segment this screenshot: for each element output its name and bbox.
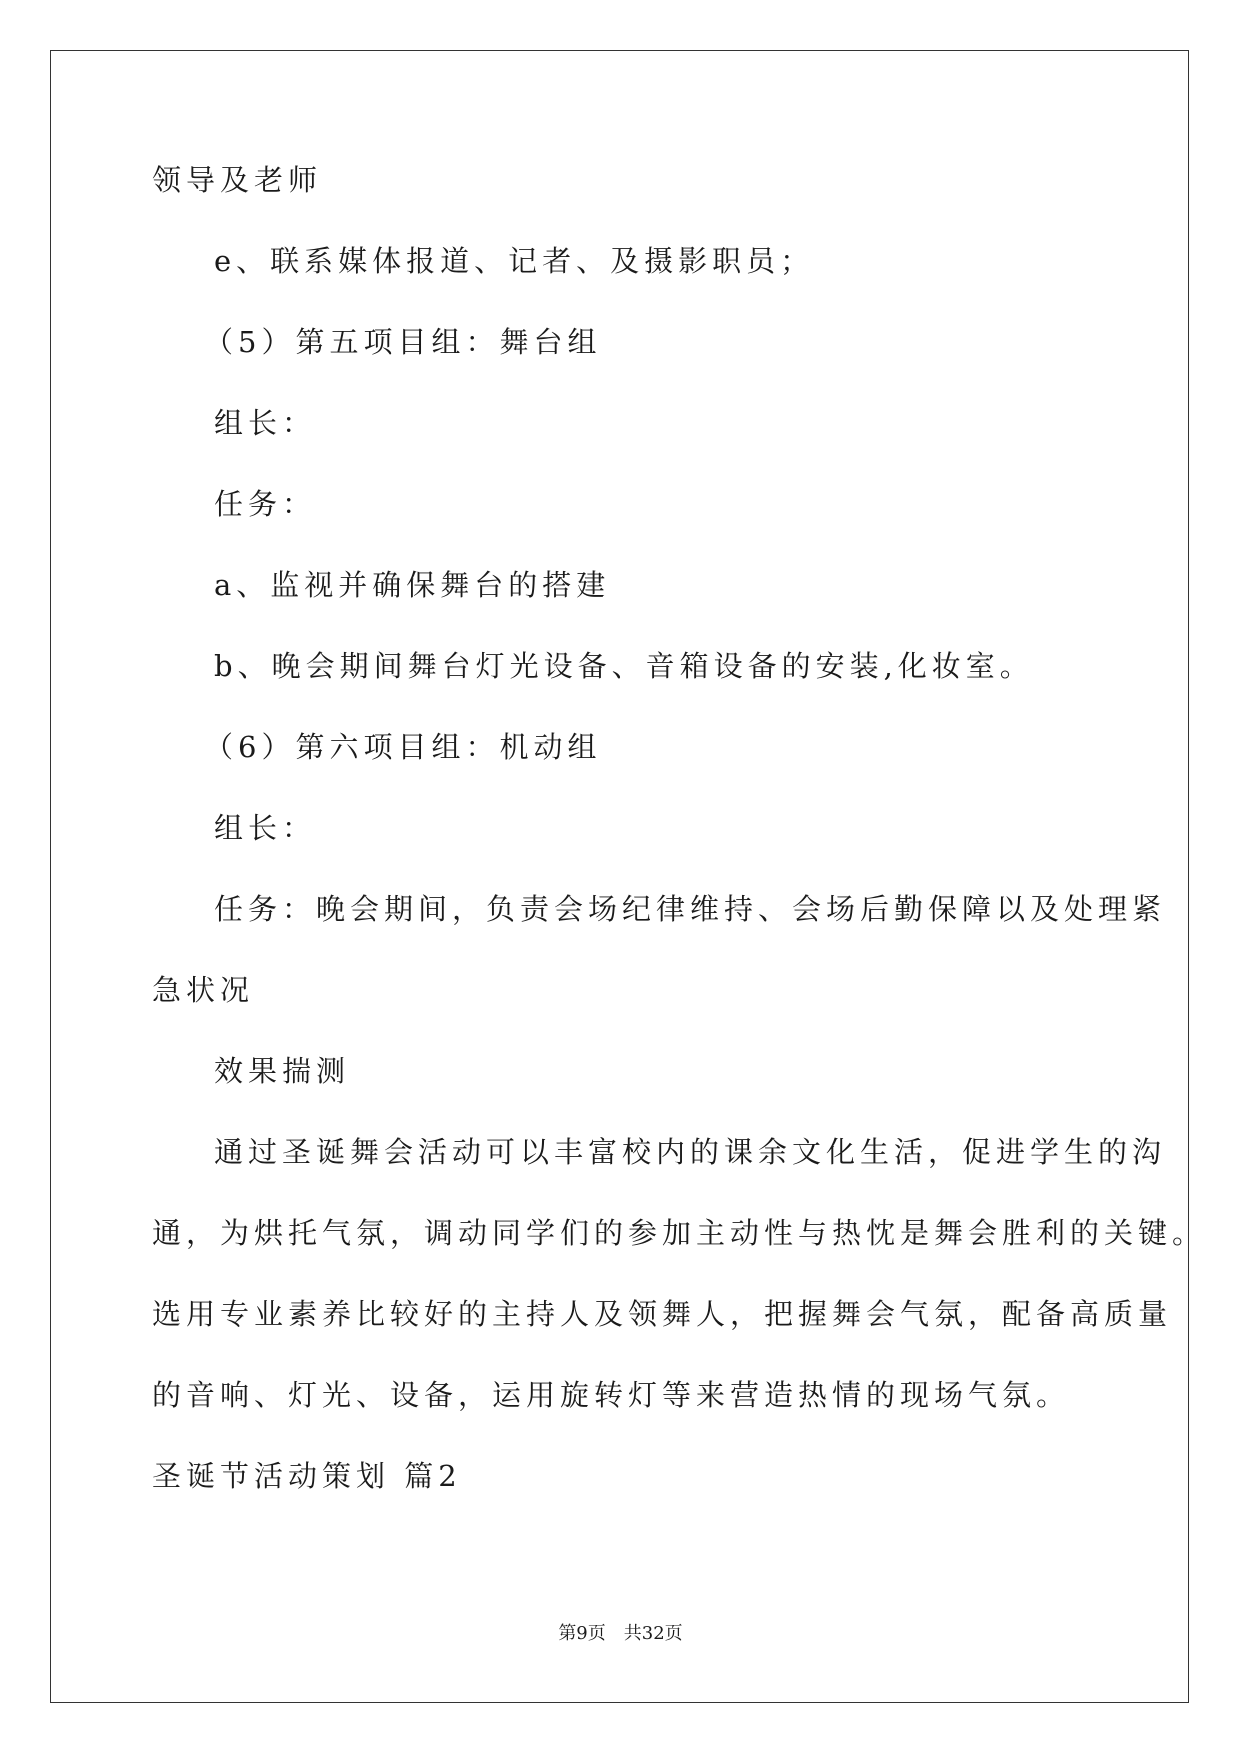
section-heading: （6）第六项目组：机动组	[204, 730, 602, 764]
section-title: 圣诞节活动策划 篇2	[152, 1459, 462, 1493]
text-line: a、监视并确保舞台的搭建	[214, 568, 611, 602]
text-line: b、晚会期间舞台灯光设备、音箱设备的安装,化妆室。	[214, 649, 1034, 683]
page-footer	[0, 1622, 1241, 1646]
page-number: 第9页	[558, 1623, 606, 1644]
text-line: 领导及老师	[152, 163, 323, 197]
text-line: 选用专业素养比较好的主持人及领舞人，把握舞会气氛，配备高质量	[152, 1297, 1173, 1331]
text-line: 任务：晚会期间，负责会场纪律维持、会场后勤保障以及处理紧	[214, 892, 1167, 926]
text-line: 通过圣诞舞会活动可以丰富校内的课余文化生活，促进学生的沟	[214, 1135, 1167, 1169]
page-total: 共32页	[623, 1623, 683, 1644]
text-line: 通，为烘托气氛，调动同学们的参加主动性与热忱是舞会胜利的关键。	[152, 1216, 1207, 1250]
text-line: 组长：	[214, 406, 317, 440]
section-heading: 效果揣测	[214, 1054, 351, 1088]
section-heading: （5）第五项目组：舞台组	[204, 325, 602, 359]
text-line: 任务：	[214, 487, 317, 521]
text-line: 的音响、灯光、设备，运用旋转灯等来营造热情的现场气氛。	[152, 1378, 1071, 1412]
text-line: 急状况	[152, 973, 255, 1007]
text-line: e、联系媒体报道、记者、及摄影职员；	[214, 244, 815, 278]
text-line: 组长：	[214, 811, 317, 845]
